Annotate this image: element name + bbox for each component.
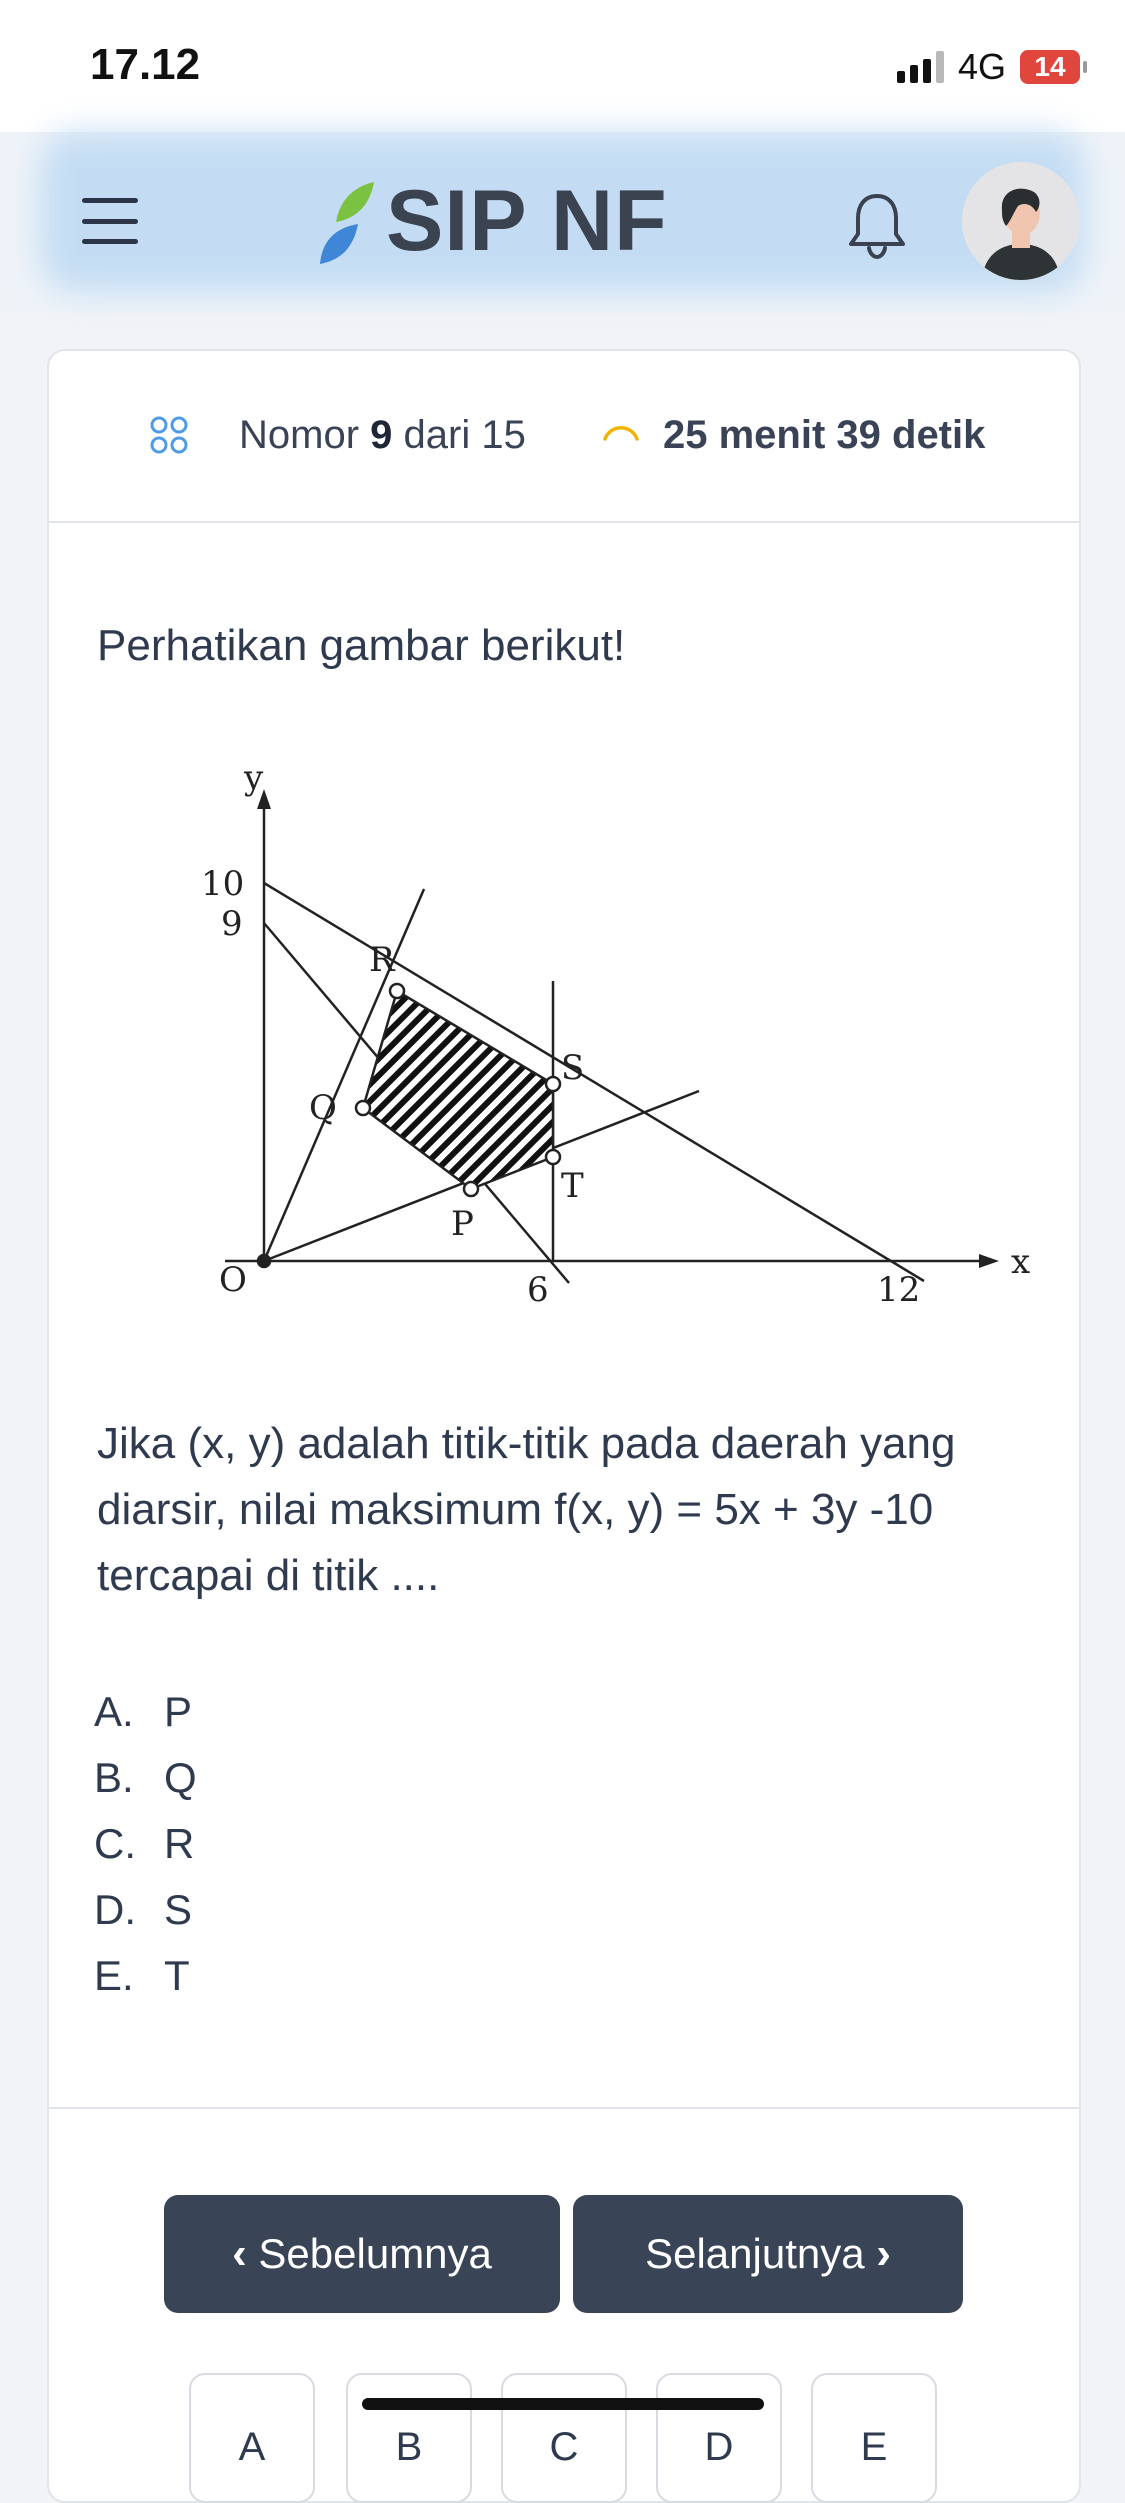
app-header	[0, 132, 1125, 312]
previous-button[interactable]: ‹ Sebelumnya	[164, 2195, 560, 2313]
timer-icon	[601, 413, 641, 453]
question-nav-a[interactable]: A	[189, 2373, 315, 2503]
point-label-T: T	[561, 1166, 584, 1206]
question-info-bar	[49, 351, 1079, 523]
question-nav-d[interactable]: D	[656, 2373, 782, 2503]
divider	[49, 2107, 1079, 2109]
question-intro: Perhatikan gambar berikut!	[97, 621, 626, 670]
total-number: 15	[481, 413, 526, 457]
axis-y-label: y	[244, 761, 264, 798]
home-indicator[interactable]	[362, 2398, 764, 2410]
next-button[interactable]: Selanjutnya ›	[573, 2195, 963, 2313]
app-logo[interactable]	[318, 172, 668, 271]
logo-text: SIP NF	[386, 173, 668, 269]
status-time: 17.12	[90, 40, 201, 89]
question-nav-b[interactable]: B	[346, 2373, 472, 2503]
x-tick-6: 6	[527, 1270, 549, 1310]
question-nav-e[interactable]: E	[811, 2373, 937, 2503]
status-indicators	[897, 44, 1080, 90]
option-d[interactable]: D. S	[94, 1886, 193, 1933]
leaf-logo-icon	[318, 180, 374, 264]
user-avatar-icon	[962, 162, 1080, 280]
y-tick-10: 10	[201, 864, 245, 904]
point-label-S: S	[561, 1048, 585, 1088]
question-figure	[129, 761, 1069, 1331]
question-nav-c[interactable]: C	[501, 2373, 627, 2503]
question-number: Nomor 9 dari 15	[239, 413, 526, 457]
point-label-P: P	[451, 1204, 474, 1244]
chevron-right-icon: ›	[876, 2229, 891, 2278]
signal-icon	[897, 51, 944, 83]
avatar[interactable]	[962, 162, 1080, 280]
option-b[interactable]: B. Q	[94, 1754, 197, 1801]
axis-x-label: x	[1011, 1242, 1031, 1282]
option-e[interactable]: E. T	[94, 1952, 190, 1999]
option-c[interactable]: C. R	[94, 1820, 195, 1867]
bell-icon[interactable]	[844, 190, 910, 260]
chevron-left-icon: ‹	[232, 2229, 247, 2278]
status-bar	[0, 0, 1125, 132]
y-tick-9: 9	[221, 904, 243, 944]
x-tick-12: 12	[877, 1270, 921, 1310]
option-a[interactable]: A. P	[94, 1688, 193, 1735]
current-number: 9	[370, 413, 393, 457]
menu-icon[interactable]	[82, 198, 138, 244]
origin-label: O	[219, 1260, 247, 1300]
battery-icon	[1020, 50, 1080, 84]
point-label-R: R	[369, 940, 395, 980]
grid-icon[interactable]	[149, 415, 189, 455]
answer-options	[94, 1679, 197, 2009]
point-label-Q: Q	[309, 1088, 337, 1128]
timer-text: 25 menit 39 detik	[663, 413, 986, 457]
battery-level: 14	[1034, 51, 1066, 82]
network-type: 4G	[957, 46, 1006, 87]
question-card	[47, 349, 1081, 2503]
question-text: Jika (x, y) adalah titik-titik pada daerah yang diarsir, nilai maksimum f(x, y) = 5x + 3y -10 tercapai di titik ....	[97, 1419, 956, 1600]
